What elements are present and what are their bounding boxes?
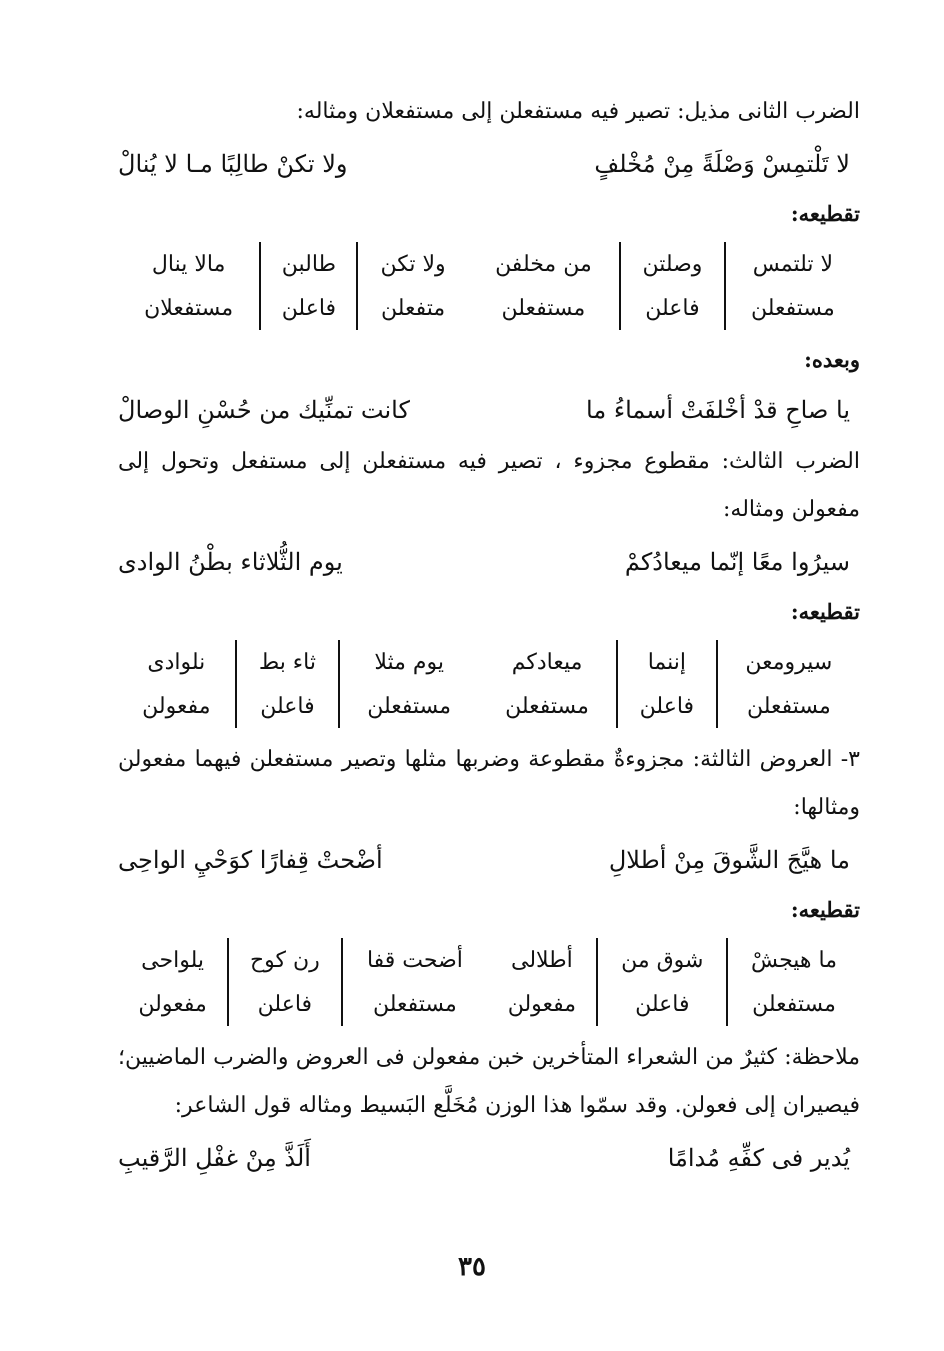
scansion-foot: مستفعلن xyxy=(342,982,488,1026)
scansion-foot: مستفعلن xyxy=(725,286,860,330)
scansion-foot: فاعلن xyxy=(597,982,727,1026)
scansion-syllable: ثاء بط xyxy=(236,640,340,684)
verse-first-hemistich: يُدير فى كفِّهِ مُدامًا xyxy=(667,1144,850,1172)
scansion-foot: مستفعلن xyxy=(505,693,589,719)
verse-first-hemistich: لا تَلْتمِسْ وَصْلَةً مِنْ مُخْلفٍ xyxy=(594,150,850,178)
scansion-feet-row xyxy=(118,286,860,330)
scansion-syllable: أطلالى xyxy=(511,947,573,973)
scansion-foot: مستفعلن xyxy=(339,684,478,728)
scansion-syllable: ما هيجشْ xyxy=(727,938,860,982)
scansion-syllables-row xyxy=(118,640,860,684)
paragraph: ملاحظة: كثيرٌ من الشعراء المتأخرين خبن مفعولن فى العروض والضرب الماضيين؛ فيصيران إلى فعولن. وقد سمّوا هذا الوزن مُخَلَّع البَسيط ومثاله قول الشاعر: xyxy=(118,1045,860,1118)
verse-line xyxy=(118,538,860,586)
scansion-feet-row xyxy=(118,684,860,728)
scansion-syllable: من مخلفن xyxy=(495,251,592,277)
scansion-foot: فاعلن xyxy=(617,684,717,728)
scansion-syllable: نلوادى xyxy=(147,649,206,675)
verse-second-hemistich: كانت تمنِّيك من حُسْنِ الوصالْ xyxy=(118,396,410,424)
page-number: ٣٥ xyxy=(458,1252,486,1282)
verse-first-hemistich: يا صاحِ قدْ أخْلفَتْ أسماءُ ما xyxy=(586,396,850,424)
scansion-syllable: سيرومعن xyxy=(717,640,860,684)
scansion-syllable: رن كوح xyxy=(228,938,341,982)
verse-line xyxy=(118,386,860,434)
scansion-foot: فاعلن xyxy=(236,684,340,728)
scansion-foot: مفعولن xyxy=(142,693,211,719)
scansion-foot: مفعولن xyxy=(138,991,207,1017)
verse-line xyxy=(118,1134,860,1182)
scansion-syllable: إننما xyxy=(617,640,717,684)
scansion-syllable: يوم مثلا xyxy=(339,640,478,684)
section-label: وبعده: xyxy=(804,347,860,372)
section-label: تقطيعه: xyxy=(790,201,860,226)
scansion-foot: مستفعلان xyxy=(144,295,234,321)
scansion-foot: فاعلن xyxy=(228,982,341,1026)
scansion-feet-row xyxy=(118,982,860,1026)
scansion-syllable: وصلتن xyxy=(620,242,725,286)
scansion-foot: مستفعلن xyxy=(501,295,586,321)
scansion-syllables-row xyxy=(118,242,860,286)
scansion-table xyxy=(118,640,860,728)
scansion-foot: مفعولن xyxy=(507,991,577,1017)
paragraph: الضرب الثانى مذيل: تصير فيه مستفعلن إلى مستفعلان ومثاله: xyxy=(296,99,860,124)
scansion-syllable: يلواحى xyxy=(141,947,204,973)
scansion-foot: متفعلن xyxy=(357,286,467,330)
verse-second-hemistich: أَلَذَّ مِنْ غفْلِ الرَّقيبِ xyxy=(118,1144,311,1172)
scansion-syllable: مالا ينال xyxy=(151,251,226,277)
scansion-syllable: طالبن xyxy=(260,242,357,286)
scansion-syllable: لا تلتمس xyxy=(725,242,860,286)
scansion-syllable: ميعادكم xyxy=(511,649,583,675)
verse-second-hemistich: أضْحتْ قِفارًا كوَحْيِ الواحِى xyxy=(118,846,383,874)
paragraph: الضرب الثالث: مقطوع مجزوء ، تصير فيه مستفعلن إلى مستفعل وتحول إلى مفعولن ومثاله: xyxy=(118,449,860,522)
paragraph: ٣- العروض الثالثة: مجزوءةٌ مقطوعة وضربها مثلها وتصير مستفعلن فيهما مفعولن ومثالها: xyxy=(118,747,860,820)
scansion-syllable: شوق من xyxy=(597,938,727,982)
verse-line xyxy=(118,836,860,884)
scansion-foot: مستفعلن xyxy=(717,684,860,728)
scansion-table xyxy=(118,938,860,1026)
scansion-syllables-row xyxy=(118,938,860,982)
scansion-syllable: ولا تكن xyxy=(357,242,467,286)
section-label: تقطيعه: xyxy=(790,897,860,922)
scansion-foot: فاعلن xyxy=(260,286,357,330)
verse-second-hemistich: يوم الثُّلاثاء بطْنُ الوادى xyxy=(118,548,343,576)
verse-first-hemistich: سيرُوا معًا إنّما ميعادُكمْ xyxy=(624,548,850,576)
scansion-table xyxy=(118,242,860,330)
verse-first-hemistich: ما هيَّجَ الشَّوقَ مِنْ أطلالِ xyxy=(608,846,850,874)
scansion-foot: فاعلن xyxy=(620,286,725,330)
page-content xyxy=(118,88,860,1186)
verse-second-hemistich: ولا تكنْ طالِبًا مـا لا يُنالْ xyxy=(118,150,348,178)
section-label: تقطيعه: xyxy=(790,599,860,624)
scansion-foot: مستفعلن xyxy=(727,982,860,1026)
verse-line xyxy=(118,140,860,188)
scansion-syllable: أضحت قفا xyxy=(342,938,488,982)
